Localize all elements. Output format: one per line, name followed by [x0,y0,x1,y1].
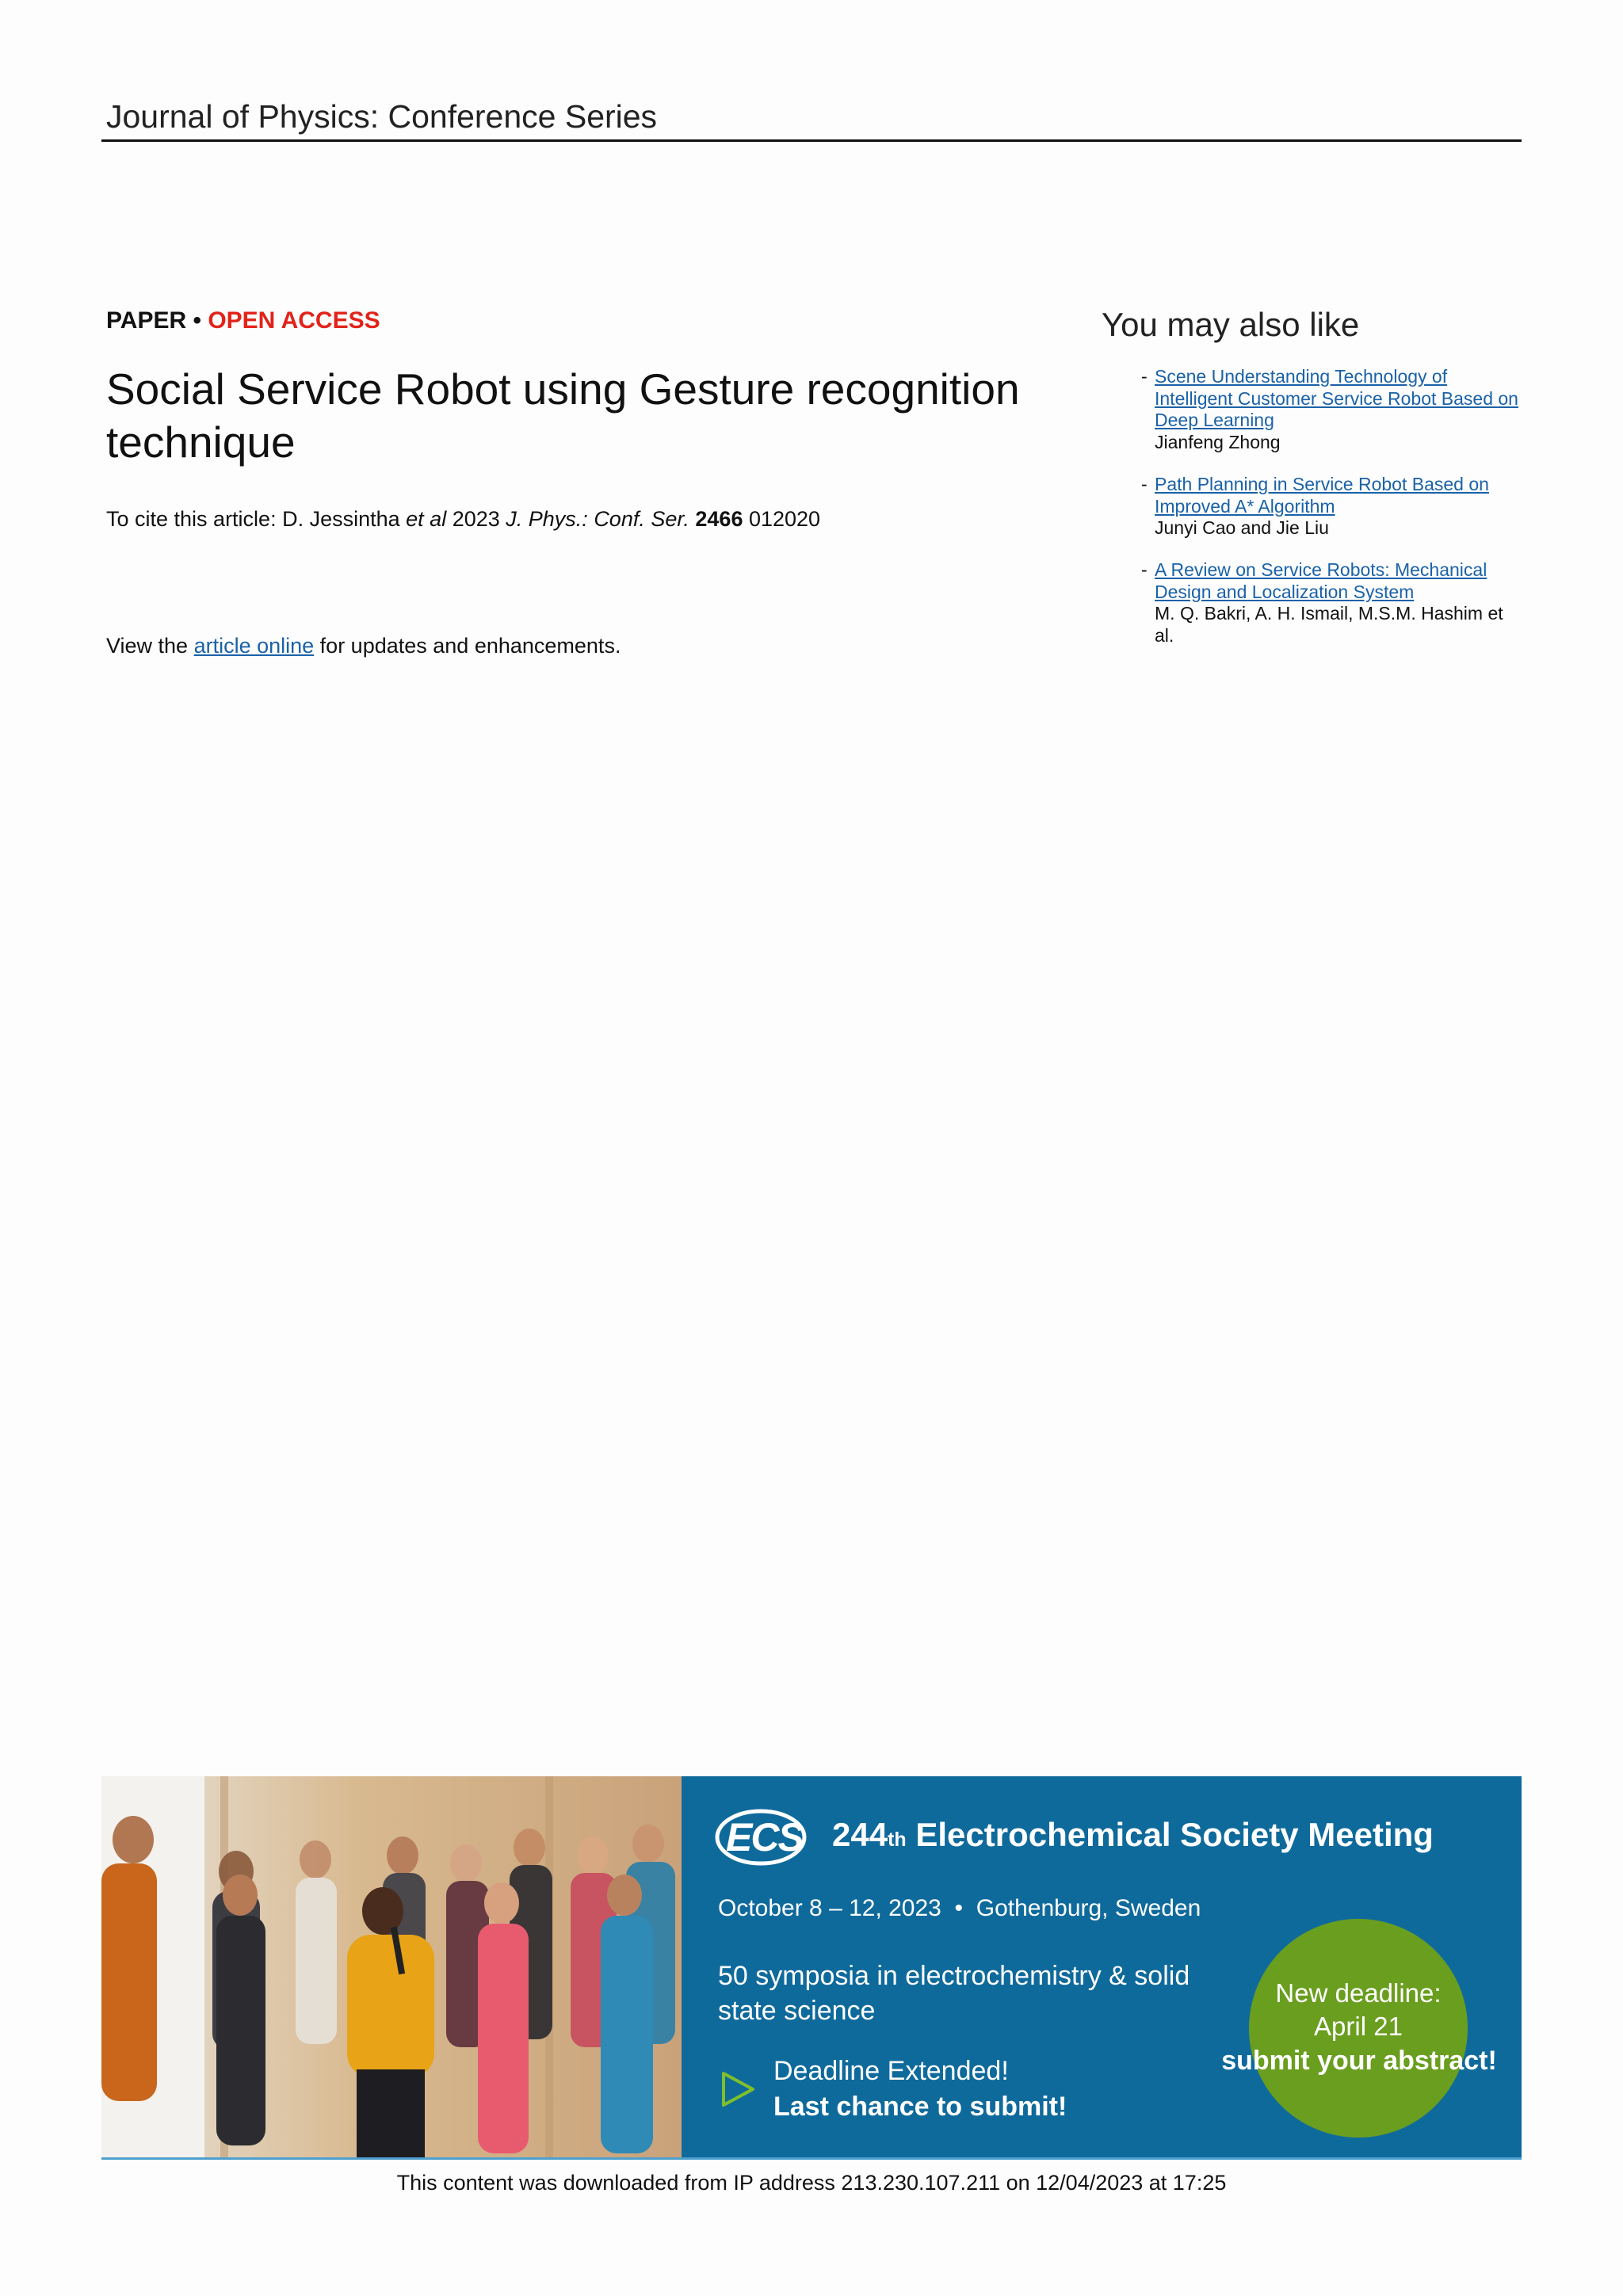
deadline-extended: Deadline Extended! [773,2056,1009,2086]
banner-bottom-rule [101,2157,1522,2160]
meeting-name: Electrochemical Society Meeting [915,1816,1434,1853]
related-authors: Jianfeng Zhong [1155,431,1281,452]
meeting-number: 244 [832,1816,888,1853]
paper-type-label [106,307,380,334]
symposia-line-1: 50 symposia in electrochemistry & solid [718,1961,1190,1991]
journal-title: Journal of Physics: Conference Series [106,98,658,135]
meeting-dates-location [718,1895,1201,1922]
meeting-location: Gothenburg, Sweden [976,1895,1201,1921]
label-separator: • [186,307,208,334]
meeting-dates: October 8 – 12, 2023 [718,1895,941,1921]
play-icon [721,2071,756,2111]
related-authors: M. Q. Bakri, A. H. Ismail, M.S.M. Hashim et al. [1155,603,1503,646]
cite-year: 2023 [446,507,506,531]
related-item: - Path Planning in Service Robot Based on Improved A* Algorithm Junyi Cao and Jie Liu [1141,474,1522,540]
meeting-title [832,1816,1434,1854]
bullet-separator: • [954,1895,964,1921]
ecs-logo-text: ECS [726,1815,803,1859]
cite-journal: J. Phys.: Conf. Ser. [506,507,689,531]
view-suffix: for updates and enhancements. [314,634,621,658]
symposia-line-2: state science [718,1996,876,2026]
cite-etal: et al [406,507,447,531]
related-heading: You may also like [1102,306,1360,343]
citation [106,507,820,532]
header-rule [101,139,1522,142]
related-article-link[interactable]: Path Planning in Service Robot Based on Improved A* Algorithm [1155,474,1489,517]
last-chance-cta[interactable]: Last chance to submit! [773,2092,1067,2122]
paper-label: PAPER [106,307,187,334]
meeting-suffix: th [888,1829,907,1851]
article-online-link[interactable]: article online [193,634,315,658]
related-authors: Junyi Cao and Jie Liu [1155,517,1329,538]
cite-number: 012020 [743,507,821,531]
related-item: - Scene Understanding Technology of Intelligent Customer Service Robot Based on Deep Learning Jianfeng Zhong [1141,366,1522,453]
article-title: Social Service Robot using Gesture recognition technique [106,364,1020,467]
conference-crowd-photo [101,1776,682,2157]
view-online-note [106,634,621,658]
cite-volume: 2466 [695,507,743,531]
ecs-meeting-banner[interactable] [101,1776,1522,2157]
related-article-link[interactable]: Scene Understanding Technology of Intelligent Customer Service Robot Based on Deep Learning [1155,366,1518,430]
badge-date: April 21 [1314,2012,1403,2041]
submit-abstract-cta[interactable]: submit your abstract! [1221,2046,1497,2076]
open-access-label: OPEN ACCESS [208,307,380,334]
related-item: - A Review on Service Robots: Mechanical Design and Localization System M. Q. Bakri, A. H. Ismail, M.S.M. Hashim et al. [1141,559,1522,646]
banner-text-area [682,1776,1522,2157]
download-note: This content was downloaded from IP address 213.230.107.211 on 12/04/2023 at 17:25 [396,2171,1227,2195]
badge-new-deadline: New deadline: [1275,1978,1442,2008]
cite-prefix: To cite this article: D. Jessintha [106,507,407,531]
related-article-link[interactable]: A Review on Service Robots: Mechanical Design and Localization System [1155,559,1487,602]
view-prefix: View the [106,634,194,658]
